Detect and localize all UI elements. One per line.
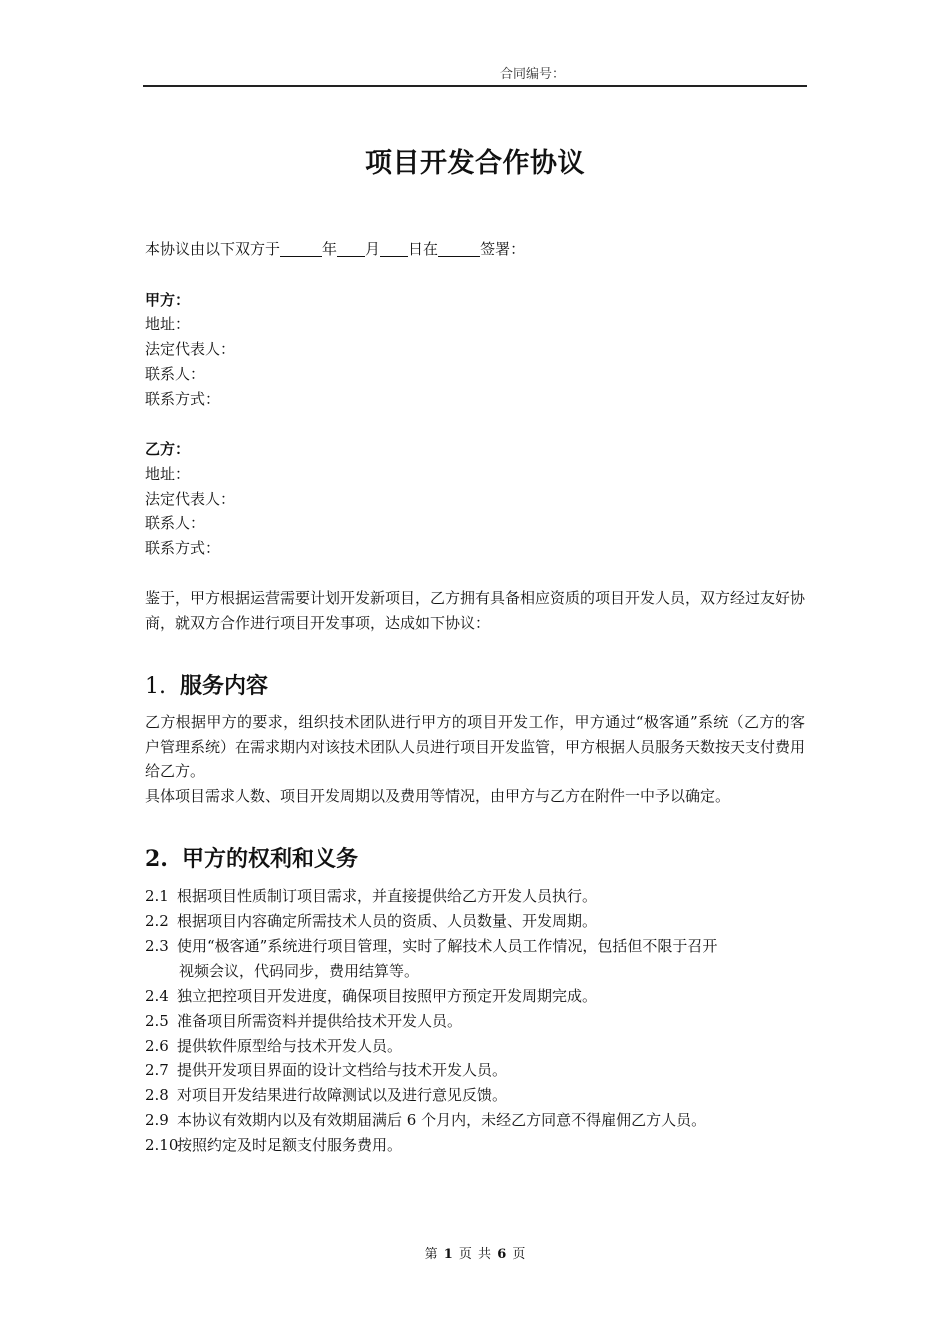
- party-b-address: 地址：: [145, 465, 191, 483]
- page-footer: [0, 1246, 950, 1264]
- party-b-contact-info: 联系方式：: [145, 539, 221, 557]
- contract-number-label: 合同编号：: [500, 67, 566, 82]
- clause-number: 2.9: [145, 1111, 169, 1129]
- preamble-paragraph: 鉴于，甲方根据运营需要计划开发新项目，乙方拥有具备相应资质的项目开发人员，双方经过友好协商，就双方合作进行项目开发事项，达成如下协议：: [145, 589, 806, 632]
- clause-text: 根据项目内容确定所需技术人员的资质、人员数量、开发周期。: [177, 912, 598, 930]
- clause-number: 2.6: [145, 1037, 169, 1055]
- year-label: 年: [322, 240, 338, 258]
- clause-text: 提供软件原型给与技术开发人员。: [177, 1037, 403, 1055]
- clause-number: 2.2: [145, 912, 169, 930]
- party-b-legal-rep: 法定代表人：: [145, 490, 236, 508]
- section-1-paragraph-1: 乙方根据甲方的要求，组织技术团队进行甲方的项目开发工作，甲方通过“极客通”系统（乙方的客户管理系统）在需求期内对该技术团队人员进行项目开发监管，甲方根据人员服务天数按天支付费用给乙方。: [145, 713, 806, 780]
- clause-text: 使用“极客通”系统进行项目管理，实时了解技术人员工作情况，包括但不限于召开: [177, 937, 718, 955]
- footer-middle: 页 共: [458, 1247, 492, 1262]
- section-2-title: 甲方的权利和义务: [181, 846, 358, 872]
- clause-text: 根据项目性质制订项目需求，并直接提供给乙方开发人员执行。: [177, 887, 598, 905]
- clause-text: 按照约定及时足额支付服务费用。: [177, 1136, 403, 1154]
- clause-item: [145, 934, 805, 983]
- footer-suffix: 页: [512, 1247, 526, 1262]
- sign-label: 签署：: [480, 240, 526, 258]
- month-label: 月: [365, 240, 381, 258]
- day-label: 日在: [408, 240, 439, 258]
- clause-item: [145, 984, 805, 1009]
- clause-text: 本协议有效期内以及有效期届满后 6 个月内，未经乙方同意不得雇佣乙方人员。: [177, 1111, 707, 1129]
- current-page-number: 1: [443, 1247, 453, 1262]
- clause-item: [145, 1009, 805, 1034]
- place-blank: [438, 240, 480, 257]
- clause-number: 2.5: [145, 1012, 169, 1030]
- footer-prefix: 第: [424, 1247, 438, 1262]
- section-1-paragraph-2: 具体项目需求人数、项目开发周期以及费用等情况，由甲方与乙方在附件一中予以确定。: [145, 787, 731, 805]
- section-2-heading: [145, 844, 358, 874]
- clause-item: [145, 1108, 805, 1133]
- clause-number: 2.3: [145, 937, 169, 955]
- party-a-address: 地址：: [145, 315, 191, 333]
- month-blank: [337, 240, 365, 257]
- year-blank: [280, 240, 322, 257]
- signing-intro-text: 本协议由以下双方于: [145, 240, 281, 258]
- clause-number: 2.4: [145, 987, 169, 1005]
- section-1-heading: [145, 671, 268, 702]
- party-b-contact: 联系人：: [145, 514, 206, 532]
- day-blank: [380, 240, 408, 257]
- section-2-number: 2.: [145, 846, 168, 872]
- clause-item: [145, 884, 805, 909]
- signing-statement: [145, 238, 525, 260]
- party-b-label: 乙方：: [145, 440, 191, 458]
- party-a-contact: 联系人：: [145, 365, 206, 383]
- clause-text: 提供开发项目界面的设计文档给与技术开发人员。: [177, 1061, 508, 1079]
- clause-number: 2.1: [145, 887, 169, 905]
- clause-item: [145, 909, 805, 934]
- clause-number: 2.10: [145, 1136, 179, 1154]
- total-pages-number: 6: [497, 1247, 507, 1262]
- clause-item: [145, 1034, 805, 1059]
- party-a-legal-rep: 法定代表人：: [145, 340, 236, 358]
- clause-item: [145, 1133, 805, 1158]
- document-title: 项目开发合作协议: [365, 148, 585, 179]
- clause-text: 准备项目所需资料并提供给技术开发人员。: [177, 1012, 463, 1030]
- section-1-title: 服务内容: [180, 673, 269, 699]
- clause-number: 2.7: [145, 1061, 169, 1079]
- party-a-label: 甲方：: [145, 291, 191, 309]
- clause-text: 独立把控项目开发进度，确保项目按照甲方预定开发周期完成。: [177, 987, 598, 1005]
- header-divider: [143, 85, 807, 87]
- clause-item: [145, 1058, 805, 1083]
- clause-number: 2.8: [145, 1086, 169, 1104]
- section-1-number: 1.: [145, 674, 166, 699]
- clause-text-continued: 视频会议，代码同步，费用结算等。: [179, 961, 420, 980]
- clause-text: 对项目开发结果进行故障测试以及进行意见反馈。: [177, 1086, 508, 1104]
- party-a-contact-info: 联系方式：: [145, 390, 221, 408]
- clause-item: [145, 1083, 805, 1108]
